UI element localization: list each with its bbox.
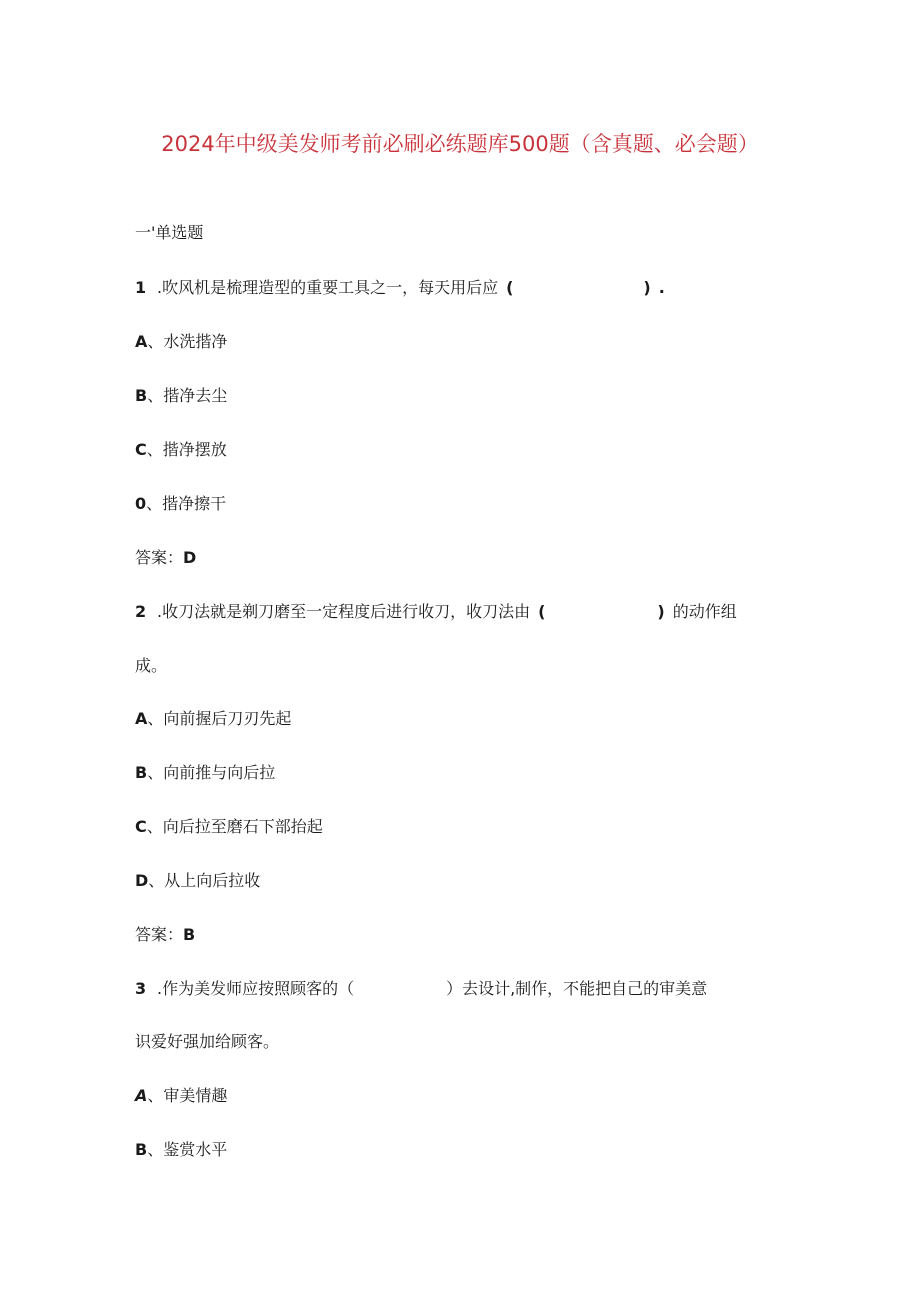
option-key: D (135, 871, 149, 890)
option-separator: 、 (146, 494, 163, 513)
document-title: 2024年中级美发师考前必刷必练题库500题（含真题、必会题） (161, 132, 759, 156)
question-text: .收刀法就是剃刀磨至一定程度后进行收刀，收刀法由 (157, 602, 531, 621)
option-key: C (135, 440, 147, 459)
option-separator: 、 (147, 332, 164, 351)
question-2 (135, 601, 737, 623)
option-text: 向后拉至磨石下部抬起 (162, 817, 323, 836)
answer-label: 答案： (135, 925, 184, 944)
option-item (135, 1139, 227, 1161)
blank-open-paren: ( (506, 278, 514, 297)
question-continuation: 识爱好强加给顾客。 (135, 1032, 280, 1051)
question-tail: . (658, 278, 665, 297)
option-separator: 、 (147, 386, 164, 405)
option-separator: 、 (148, 871, 165, 890)
option-separator: 、 (147, 1086, 164, 1105)
option-item (135, 493, 226, 515)
option-text: 揩净去尘 (163, 386, 228, 405)
answer-value: B (183, 925, 196, 944)
option-text: 揩净擦干 (162, 494, 227, 513)
question-number: 1 (135, 278, 147, 297)
answer-label: 答案： (135, 548, 184, 567)
question-number: 3 (135, 979, 147, 998)
blank-close-paren: ) (643, 278, 651, 297)
option-item (135, 439, 227, 461)
answer-value: D (183, 548, 197, 567)
question-text: .作为美发师应按照顾客的（ (157, 979, 355, 998)
option-text: 向前握后刀刃先起 (163, 709, 292, 728)
option-text: 从上向后拉收 (164, 871, 261, 890)
option-key: A (135, 332, 148, 351)
option-key: C (135, 817, 147, 836)
option-separator: 、 (147, 1140, 164, 1159)
option-text: 审美情趣 (163, 1086, 228, 1105)
option-separator: 、 (147, 763, 164, 782)
question-text: .吹风机是梳理造型的重要工具之一，每天用后应 (157, 278, 499, 297)
option-item (135, 708, 291, 730)
option-separator: 、 (146, 817, 163, 836)
option-text: 揩净摆放 (162, 440, 227, 459)
option-separator: 、 (146, 440, 163, 459)
option-text: 水洗揩净 (163, 332, 228, 351)
option-key: A (135, 1086, 148, 1105)
blank-open-paren: ( (538, 602, 546, 621)
option-key: B (135, 763, 148, 782)
option-item (135, 870, 260, 892)
option-item (135, 762, 275, 784)
option-key: B (135, 1140, 148, 1159)
option-item (135, 1085, 227, 1107)
option-key: B (135, 386, 148, 405)
section-heading: 一'单选题 (135, 223, 204, 242)
question-3 (135, 978, 707, 1000)
option-separator: 、 (147, 709, 164, 728)
question-number: 2 (135, 602, 147, 621)
option-text: 鉴赏水平 (163, 1140, 228, 1159)
question-1 (135, 277, 665, 299)
question-tail: 的动作组 (672, 602, 737, 621)
question-continuation: 成。 (135, 656, 168, 675)
question-tail: ）去设计,制作，不能把自己的审美意 (446, 979, 708, 998)
option-key: A (135, 709, 148, 728)
option-item (135, 816, 323, 838)
option-key: 0 (135, 494, 147, 513)
blank-close-paren: ) (657, 602, 665, 621)
option-text: 向前推与向后拉 (163, 763, 276, 782)
answer-line (135, 924, 195, 946)
option-item (135, 385, 227, 407)
option-item (135, 331, 227, 353)
answer-line (135, 547, 196, 569)
